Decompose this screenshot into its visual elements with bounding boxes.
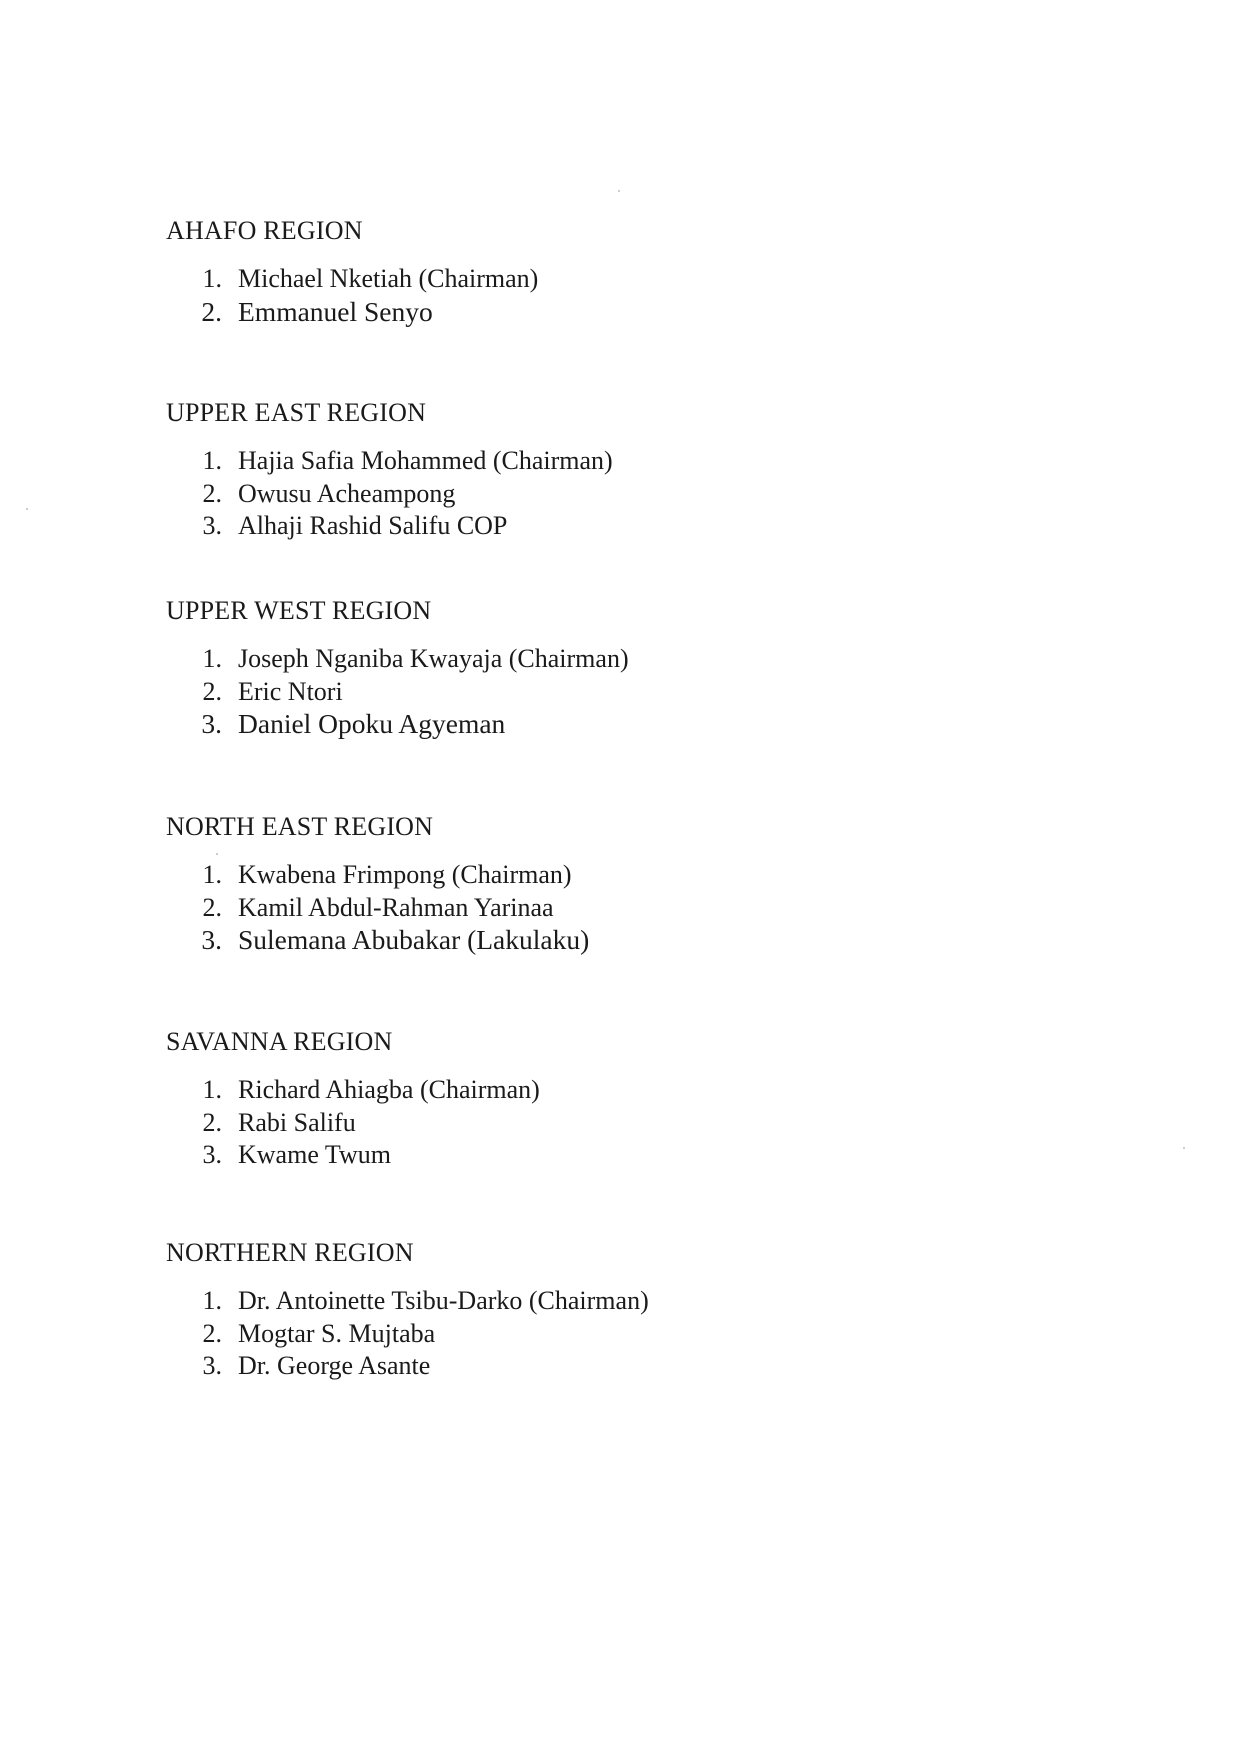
list-number: 1.: [202, 1075, 222, 1104]
region-section-savanna: [166, 1026, 1066, 1172]
list-item: [166, 643, 1066, 676]
list-number: 2.: [202, 892, 222, 922]
list-item: [166, 296, 1066, 329]
list-number: 2.: [202, 478, 222, 508]
member-list: [166, 1285, 1066, 1383]
scan-speck: [26, 508, 28, 510]
region-title: AHAFO REGION: [166, 216, 363, 245]
list-number: 1.: [202, 1286, 222, 1315]
list-number: 2.: [202, 1318, 222, 1348]
region-title: UPPER EAST REGION: [166, 398, 427, 427]
region-title: SAVANNA REGION: [166, 1027, 393, 1056]
region-section-north-east: [166, 811, 1066, 957]
member-name: Rabi Salifu: [238, 1107, 356, 1137]
list-number: 1.: [202, 860, 222, 889]
scan-speck: [216, 853, 218, 855]
member-name: Joseph Nganiba Kwayaja (Chairman): [238, 644, 629, 673]
list-item: [166, 1074, 1066, 1107]
member-name: Richard Ahiagba (Chairman): [238, 1075, 540, 1104]
list-item: [166, 676, 1066, 709]
member-name: Kwabena Frimpong (Chairman): [238, 860, 572, 889]
member-name: Mogtar S. Mujtaba: [238, 1318, 436, 1348]
list-number: 3.: [201, 924, 222, 955]
list-item: [166, 859, 1066, 892]
member-name: Sulemana Abubakar (Lakulaku): [238, 924, 590, 955]
list-number: 3.: [201, 708, 222, 739]
member-list: [166, 263, 1066, 328]
scan-speck: [618, 190, 620, 192]
list-number: 2.: [202, 676, 222, 706]
list-item: [166, 445, 1066, 478]
list-number: 1.: [202, 644, 222, 673]
list-number: 3.: [202, 1351, 222, 1380]
list-number: 2.: [202, 1107, 222, 1137]
list-item: [166, 478, 1066, 511]
member-name: Hajia Safia Mohammed (Chairman): [238, 446, 613, 475]
member-name: Eric Ntori: [238, 676, 343, 706]
member-name: Dr. George Asante: [238, 1351, 431, 1380]
member-name: Michael Nketiah (Chairman): [238, 264, 539, 293]
region-title: UPPER WEST REGION: [166, 596, 432, 625]
region-section-upper-west: [166, 595, 1066, 741]
member-list: [166, 1074, 1066, 1172]
list-item: [166, 1318, 1066, 1351]
list-number: 1.: [202, 446, 222, 475]
list-item: [166, 1285, 1066, 1318]
member-list: [166, 859, 1066, 957]
list-number: 3.: [202, 1140, 222, 1169]
list-number: 1.: [202, 264, 222, 293]
list-item: [166, 892, 1066, 925]
list-item: [166, 1107, 1066, 1140]
region-title: NORTH EAST REGION: [166, 812, 434, 841]
member-name: Alhaji Rashid Salifu COP: [238, 511, 508, 540]
member-name: Kwame Twum: [238, 1140, 391, 1169]
list-item: [166, 510, 1066, 543]
region-section-northern: [166, 1237, 1066, 1383]
member-name: Owusu Acheampong: [238, 478, 456, 508]
list-item: [166, 708, 1066, 741]
list-number: 2.: [201, 295, 222, 327]
list-number: 3.: [202, 511, 222, 540]
member-list: [166, 643, 1066, 741]
list-item: [166, 924, 1066, 957]
scan-speck: [1183, 1147, 1185, 1149]
list-item: [166, 1139, 1066, 1172]
member-name: Emmanuel Senyo: [238, 295, 433, 327]
list-item: [166, 1350, 1066, 1383]
region-section-ahafo: [166, 215, 1066, 328]
member-list: [166, 445, 1066, 543]
list-item: [166, 263, 1066, 296]
region-title: NORTHERN REGION: [166, 1238, 414, 1267]
region-section-upper-east: [166, 397, 1066, 543]
member-name: Dr. Antoinette Tsibu-Darko (Chairman): [238, 1286, 649, 1315]
member-name: Daniel Opoku Agyeman: [238, 708, 506, 739]
member-name: Kamil Abdul-Rahman Yarinaa: [238, 892, 554, 922]
